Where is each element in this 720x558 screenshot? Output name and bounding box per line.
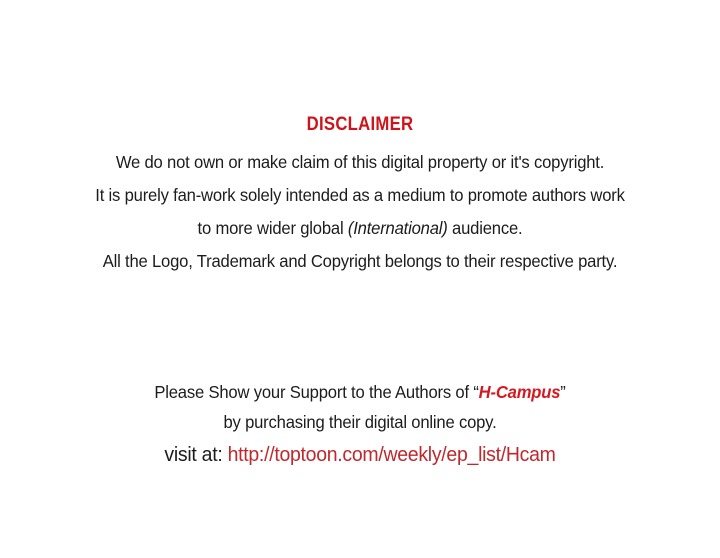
visit-label: visit at:	[164, 443, 228, 466]
support-line-1	[18, 377, 702, 407]
disclaimer-line-3-pre: to more wider global	[197, 218, 348, 238]
support-line-1-pre: Please Show your Support to the Authors of “	[154, 382, 479, 402]
disclaimer-line-3	[18, 212, 702, 245]
support-message	[18, 377, 702, 437]
international-italic-text: (International)	[347, 218, 448, 238]
toptoon-link[interactable]: http://toptoon.com/weekly/ep_list/Hcam	[227, 443, 556, 466]
visit-line	[18, 440, 702, 470]
disclaimer-line-2: It is purely fan-work solely intended as a medium to promote authors work	[95, 185, 625, 205]
disclaimer-body	[18, 146, 702, 278]
series-name-text: H-Campus	[478, 382, 561, 402]
support-line-2: by purchasing their digital online copy.	[223, 412, 497, 432]
disclaimer-title: DISCLAIMER	[306, 114, 414, 135]
support-line-1-post: ”	[560, 382, 566, 402]
disclaimer-line-3-post: audience.	[447, 218, 523, 238]
disclaimer-line-1: We do not own or make claim of this digital property or it's copyright.	[115, 152, 605, 172]
disclaimer-line-4: All the Logo, Trademark and Copyright belongs to their respective party.	[102, 251, 618, 271]
